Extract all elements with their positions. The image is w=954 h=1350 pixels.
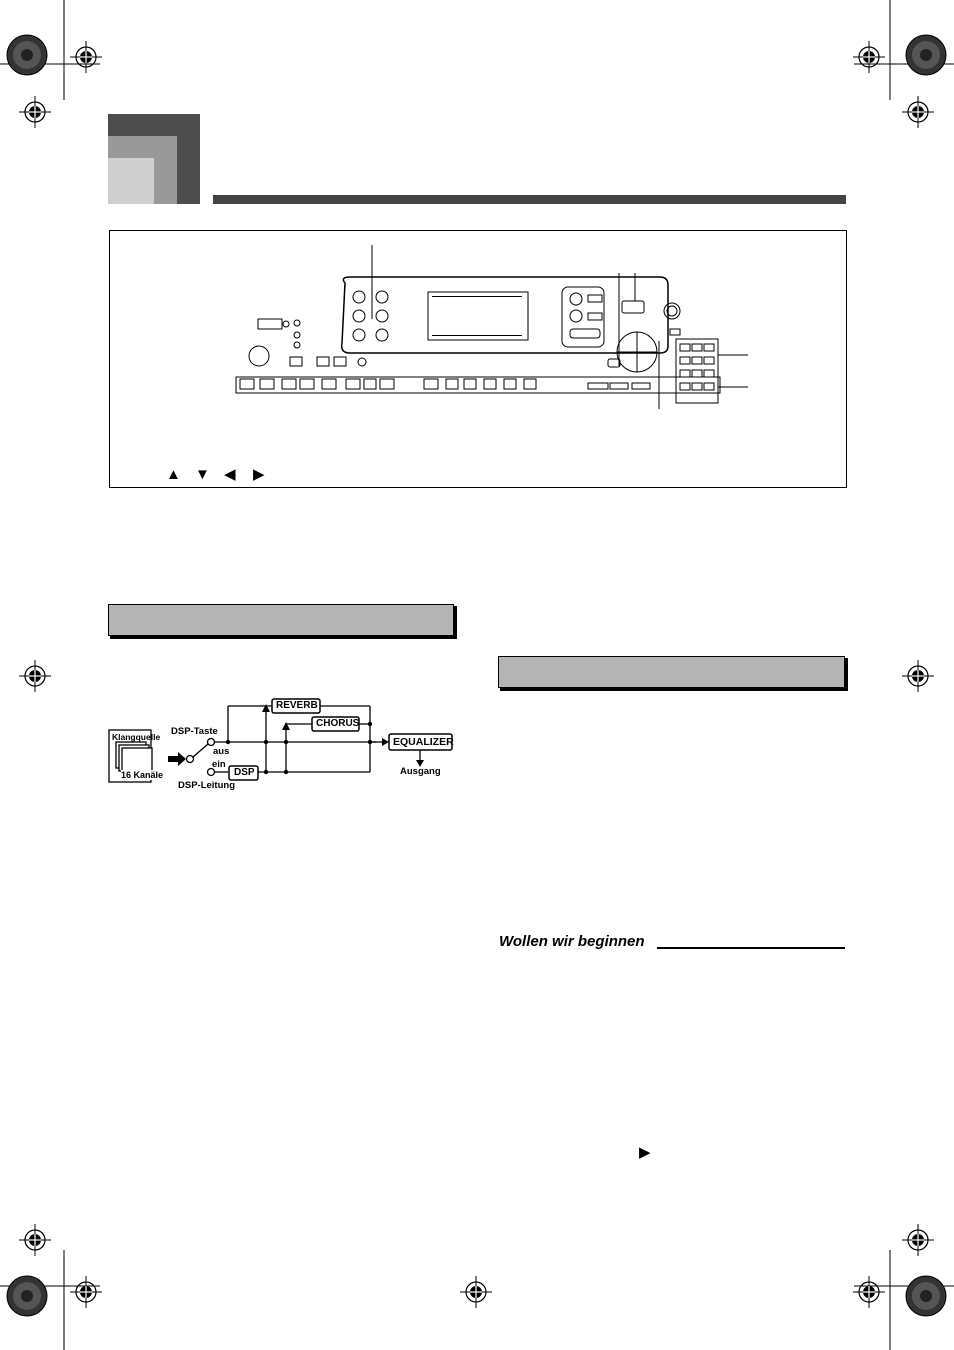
heading-rule — [657, 947, 845, 949]
diagram-reverb: REVERB — [276, 700, 318, 711]
dsp-signal-diagram — [108, 696, 454, 796]
arrow-left-icon: ◀ — [224, 466, 236, 483]
diagram-dsp-line: DSP-Leitung — [178, 780, 235, 791]
arrow-up-icon: ▲ — [166, 466, 181, 483]
diagram-switch-off: aus — [213, 746, 230, 757]
diagram-chorus: CHORUS — [316, 718, 360, 729]
diagram-source-title: Klangquelle — [112, 732, 161, 742]
keyboard-figure-box — [109, 230, 847, 488]
chapter-block-light — [108, 158, 154, 204]
diagram-dsp-button: DSP-Taste — [171, 726, 218, 737]
section-bar-right — [498, 656, 845, 688]
diagram-switch-on: ein — [212, 759, 226, 770]
arrow-right-icon: ▶ — [639, 1144, 651, 1161]
arrow-keys — [166, 467, 276, 483]
keyboard-panel-illustration — [110, 231, 846, 487]
heading-wollen-wir-beginnen: Wollen wir beginnen — [499, 933, 645, 950]
diagram-output: Ausgang — [400, 766, 441, 777]
section-bar-left — [108, 604, 454, 636]
diagram-dsp: DSP — [234, 767, 255, 778]
header-rule — [213, 195, 846, 204]
diagram-equalizer: EQUALIZER — [393, 736, 454, 748]
arrow-right-icon: ▶ — [253, 466, 265, 483]
diagram-source-channels: 16 Kanäle — [121, 770, 164, 780]
arrow-down-icon: ▼ — [195, 466, 210, 483]
